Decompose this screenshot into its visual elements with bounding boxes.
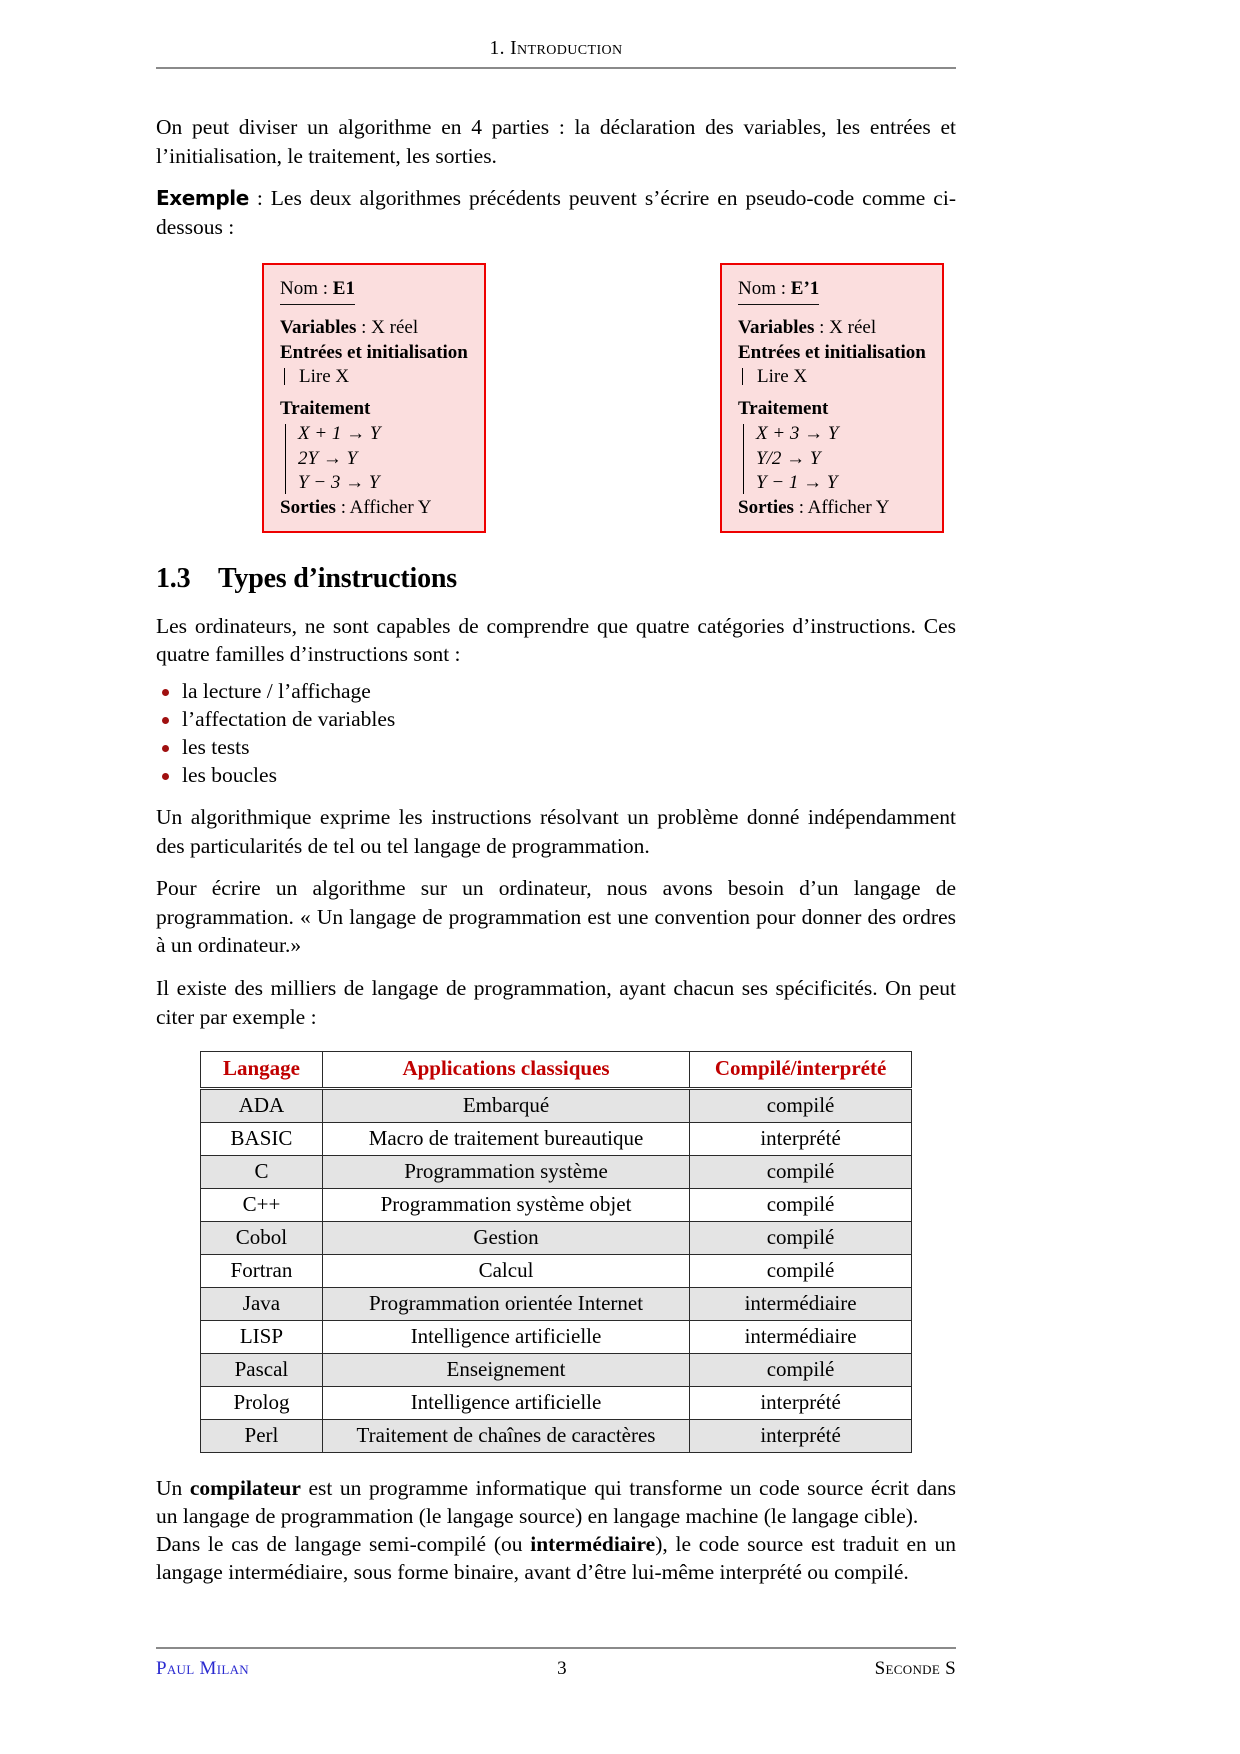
languages-table-wrap [156,1051,956,1453]
cell-compilation: compilé [690,1089,912,1123]
cell-application: Traitement de chaînes de caractères [322,1420,689,1453]
cell-compilation: compilé [690,1189,912,1222]
algo-sorties-line [280,496,468,521]
cell-language: Fortran [201,1255,323,1288]
paragraph-section-intro: Les ordinateurs, ne sont capables de comprendre que quatre catégories d’instructions. Ces quatre familles d’instructions sont : [156,613,956,667]
algo-variables-line [738,316,926,341]
footer-course: Seconde S [874,1658,956,1679]
algo-sorties-line [738,496,926,521]
cell-compilation: compilé [690,1156,912,1189]
section-number: 1.3 [156,562,191,594]
cell-language: Perl [201,1420,323,1453]
algo-entrees-line [738,365,926,390]
cell-application: Gestion [322,1222,689,1255]
paragraph-milliers: Il existe des milliers de langage de programmation, ayant chacun ses spécificités. On peut citer par exemple : [156,976,956,1029]
cell-application: Intelligence artificielle [322,1387,689,1420]
cell-language: C++ [201,1189,323,1222]
list-item: la lecture / l’affichage [156,678,956,705]
footer-row [156,1658,956,1680]
column-header-compilation: Compilé/interprété [690,1052,912,1089]
algo-name-sep: : [318,278,333,300]
cell-language: BASIC [201,1123,323,1156]
algo-entrees-label-text: Entrées et initialisation [738,341,926,363]
cell-language: C [201,1156,323,1189]
algo-name-value: E’1 [790,278,820,300]
algo-variables-label: Variables [280,317,357,339]
cell-language: LISP [201,1321,323,1354]
algo-sorties-value: : Afficher Y [793,496,890,518]
footer-author: Paul Milan [156,1658,249,1679]
algo-spacer [738,390,926,397]
algo-vertical-bar [285,424,286,494]
algo-traitement-block [280,422,468,496]
algo-traitement-label [738,397,926,422]
cell-application: Intelligence artificielle [322,1321,689,1354]
list-item: les boucles [156,762,956,789]
table-body [201,1089,912,1453]
algorithm-box-e1prime [720,263,944,532]
list-item: l’affectation de variables [156,706,956,733]
table-row [201,1321,912,1354]
paragraph-algorithmique: Un algorithmique exprime les instructions résolvant un problème donné indépendamment des particularités de tel ou tel langage de programmation. [156,805,956,858]
table-row [201,1123,912,1156]
algo-vertical-bar [742,368,743,385]
cell-language: Prolog [201,1387,323,1420]
algo-traitement-label-text: Traitement [738,398,829,420]
cell-application: Calcul [322,1255,689,1288]
exemple-label: Exemple [156,186,249,211]
algo-traitement-label [280,397,468,422]
table-row [201,1189,912,1222]
algo-traitement-line: X + 1 → Y [298,422,381,444]
table-row [201,1156,912,1189]
cell-language: ADA [201,1089,323,1123]
column-header-applications: Applications classiques [322,1052,689,1089]
table-row [201,1420,912,1453]
section-title: Types d’instructions [218,562,457,594]
algo-sorties-value: : Afficher Y [335,496,432,518]
algo-traitement-block [738,422,926,496]
table-header-row [201,1052,912,1089]
algo-traitement-line: Y − 1 → Y [756,472,838,494]
algo-entrees-label [280,341,468,366]
algo-spacer [280,390,468,397]
cell-compilation: compilé [690,1354,912,1387]
cell-application: Enseignement [322,1354,689,1387]
algo-name-line [738,277,819,305]
compilateur-pre: Un [156,1476,190,1501]
algo-variables-value: : X réel [814,317,877,339]
algo-traitement-line: Y − 3 → Y [298,472,380,494]
exemple-colon: : [248,186,263,211]
paragraph-compilateur [156,1475,956,1531]
compilateur-post: est un programme informatique qui transforme un code source écrit dans un langage de programmation (le langage source) en langage machine (le langage cible). [156,1476,956,1529]
algo-name-sep: : [776,278,791,300]
algo-entrees-text: Lire X [757,366,808,388]
cell-compilation: compilé [690,1255,912,1288]
algo-entrees-text: Lire X [299,366,350,388]
section-heading [156,563,956,595]
cell-compilation: compilé [690,1222,912,1255]
table-row [201,1354,912,1387]
table-row [201,1255,912,1288]
algo-name-line [280,277,355,305]
algorithm-box-e1 [262,263,486,532]
algo-traitement-line: Y/2 → Y [756,447,821,469]
paragraph-intro: On peut diviser un algorithme en 4 parties : la déclaration des variables, les entrées et l’initialisation, le traitement, les sorties. [156,115,956,168]
footer-page-number: 3 [557,1658,567,1679]
cell-language: Pascal [201,1354,323,1387]
intermediaire-pre: Dans le cas de langage semi-compilé (ou [156,1532,531,1557]
cell-language: Cobol [201,1222,323,1255]
algorithm-boxes [156,263,956,532]
intermediaire-post: ), le code source est traduit en un langage intermédiaire, sous forme binaire, avant d’être lui-même interprété ou compilé. [156,1532,957,1585]
algo-sorties-label: Sorties [738,496,794,518]
algo-variables-value: : X réel [356,317,419,339]
algo-traitement-line: 2Y → Y [298,447,358,469]
column-header-langage: Langage [201,1052,323,1089]
intermediaire-term: intermédiaire [530,1532,656,1557]
algo-variables-line [280,316,468,341]
algo-entrees-label-text: Entrées et initialisation [280,341,468,363]
table-head [201,1052,912,1089]
compilateur-term: compilateur [189,1476,301,1501]
cell-compilation: interprété [690,1420,912,1453]
algo-traitement-line: X + 3 → Y [756,422,839,444]
algo-traitement-label-text: Traitement [280,398,371,420]
cell-compilation: interprété [690,1123,912,1156]
exemple-text: Les deux algorithmes précédents peuvent s’écrire en pseudo-code comme ci-dessous : [156,186,956,239]
algo-name-label: Nom [738,278,776,300]
table-row [201,1288,912,1321]
cell-application: Macro de traitement bureautique [322,1123,689,1156]
cell-application: Programmation système objet [322,1189,689,1222]
algo-entrees-line [280,365,468,390]
cell-language: Java [201,1288,323,1321]
cell-application: Embarqué [322,1089,689,1123]
header-rule [156,67,956,69]
languages-table [200,1051,912,1453]
algo-entrees-label [738,341,926,366]
table-row [201,1387,912,1420]
cell-application: Programmation orientée Internet [322,1288,689,1321]
algo-vertical-bar [284,368,285,385]
paragraph-langage: Pour écrire un algorithme sur un ordinateur, nous avons besoin d’un langage de programmation. « Un langage de programmation est une convention pour donner des ordres à un ordinateur.» [156,876,956,958]
page-footer [156,1647,956,1680]
cell-compilation: intermédiaire [690,1288,912,1321]
page-content [156,38,956,1587]
paragraph-intermediaire [156,1531,956,1587]
cell-compilation: intermédiaire [690,1321,912,1354]
algo-variables-label: Variables [738,317,815,339]
table-row [201,1222,912,1255]
running-header: 1. Introduction [489,38,623,59]
table-row [201,1089,912,1123]
algo-sorties-label: Sorties [280,496,336,518]
footer-rule [156,1647,956,1649]
paragraph-exemple [156,184,956,241]
algo-name-value: E1 [332,278,355,300]
algo-name-label: Nom [280,278,318,300]
algo-vertical-bar [743,424,744,494]
list-item: les tests [156,734,956,761]
instruction-types-list [156,678,956,789]
cell-compilation: interprété [690,1387,912,1420]
cell-application: Programmation système [322,1156,689,1189]
